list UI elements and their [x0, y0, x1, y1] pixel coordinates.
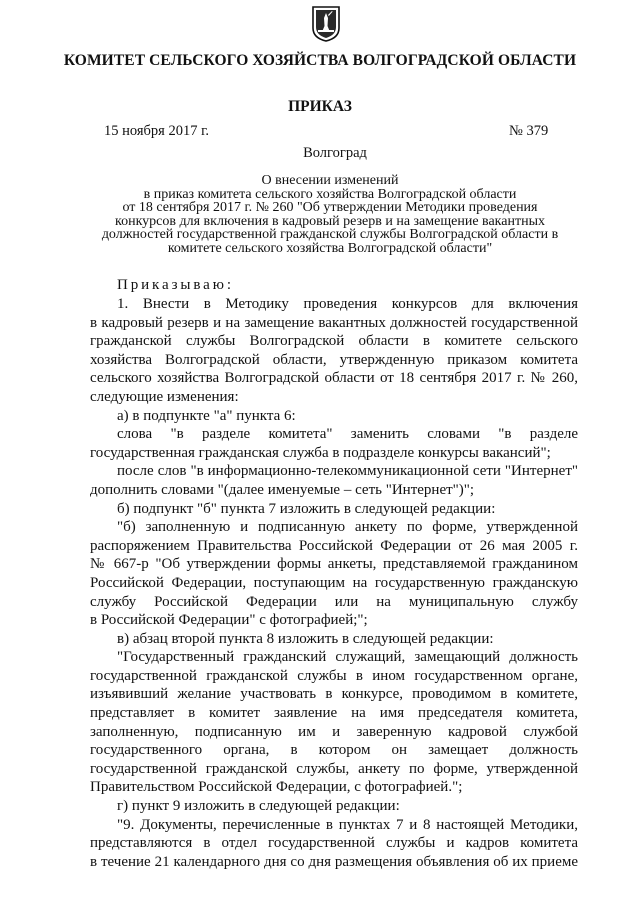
text-line: после слов "в информационно-телекоммуникационной сети "Интернет" [117, 463, 578, 480]
subject-line: от 18 сентября 2017 г. № 260 "Об утверждении Методики проведения [122, 200, 538, 216]
text-line: государственной гражданской службы в ином государственном органе, [90, 667, 578, 684]
subject-line: в приказ комитета сельского хозяйства Волгоградской области [143, 186, 517, 202]
paragraph-v [90, 630, 578, 649]
subject-line: комитете сельского хозяйства Волгоградской области" [167, 240, 493, 256]
text-line: слова "в разделе комитета" заменить словами "в разделе [117, 426, 578, 443]
text-line: "9. Документы, перечисленные в пунктах 7 и 8 настоящей Методики, [117, 816, 578, 833]
text-line: сельского хозяйства Волгоградской области от 18 сентября 2017 г. № 260, [90, 370, 578, 387]
text-line: Российской Федерации, поступающим на государственную гражданскую [90, 574, 578, 591]
text-line: следующие изменения: [90, 388, 239, 405]
subject-line: конкурсов для включения в кадровый резерв и на замещение вакантных [114, 213, 545, 229]
text-line: в Российской Федерации" с фотографией;"; [90, 612, 368, 629]
text-line: распоряжением Правительства Российской Федерации от 26 мая 2005 г. [90, 537, 578, 554]
text-line: службу Российской Федерации или на муниципальную службу [90, 593, 578, 610]
text-line: г) пункт 9 изложить в следующей редакции: [117, 798, 400, 815]
paragraph-v-text [90, 648, 578, 797]
text-line: "Государственный гражданский служащий, замещающий должность [117, 649, 578, 666]
text-line: в течение 21 календарного дня со дня размещения объявления об их приеме [90, 853, 578, 870]
text-line: "б) заполненную и подписанную анкету по форме, утвержденной [117, 519, 578, 536]
text-line: № 667-р "Об утверждении формы анкеты, представляемой гражданином [90, 556, 578, 573]
text-line: представляются в отдел государственной службы и кадров комитета [90, 835, 578, 852]
paragraph-a [90, 407, 578, 426]
text-line: заполненную, подписанную им и заверенную кадровой службой [90, 723, 578, 740]
text-line: государственная гражданская служба в подразделе конкурсы вакансий"; [90, 444, 551, 461]
document-type: ПРИКАЗ [288, 98, 352, 115]
document-number: № 379 [509, 123, 549, 139]
text-line: государственного органа, в котором он замещает должность [90, 742, 578, 759]
text-line: в кадровый резерв и на замещение вакантных должностей государственной [90, 314, 578, 331]
text-line: хозяйства Волгоградской области, утвержденную приказом комитета [90, 351, 578, 368]
paragraph-g [90, 797, 578, 816]
text-line: представляет в комитет заявление на имя председателя комитета, [90, 705, 578, 722]
text-line: Правительством Российской Федерации, с фотографией."; [90, 779, 463, 796]
document-body [90, 276, 578, 871]
paragraph-a-words [90, 425, 578, 462]
text-line: дополнить словами "(далее именуемые – сеть "Интернет")"; [90, 481, 475, 498]
document-city: Волгоград [303, 145, 367, 161]
document-subject [80, 174, 580, 256]
subject-line: О внесении изменений [261, 173, 399, 188]
text-line: изъявивший желание участвовать в конкурсе, проводимом в комитете, [90, 686, 578, 703]
text-line: а) в подпункте "а" пункта 6: [117, 407, 296, 424]
organization-name: КОМИТЕТ СЕЛЬСКОГО ХОЗЯЙСТВА ВОЛГОГРАДСКОЙ ОБЛАСТИ [63, 52, 577, 69]
text-line: 1. Внести в Методику проведения конкурсов для включения [117, 296, 578, 312]
text-line: в) абзац второй пункта 8 изложить в следующей редакции: [117, 630, 494, 647]
order-word: Приказываю: [117, 277, 234, 293]
paragraph-1 [90, 295, 578, 407]
text-line: гражданской службы Волгоградской области в комитете сельского [90, 333, 578, 350]
subject-line: должностей государственной гражданской службы Волгоградской области в [101, 227, 559, 243]
coat-of-arms-icon [312, 6, 340, 42]
text-line: государственной гражданской службы, анкету по форме, утвержденной [90, 760, 578, 777]
text-line: б) подпункт "б" пункта 7 изложить в следующей редакции: [117, 500, 496, 517]
paragraph-a-after [90, 462, 578, 499]
paragraph-g-text [90, 816, 578, 872]
document-date: 15 ноября 2017 г. [104, 123, 210, 139]
paragraph-b [90, 500, 578, 519]
paragraph-b-text [90, 518, 578, 630]
